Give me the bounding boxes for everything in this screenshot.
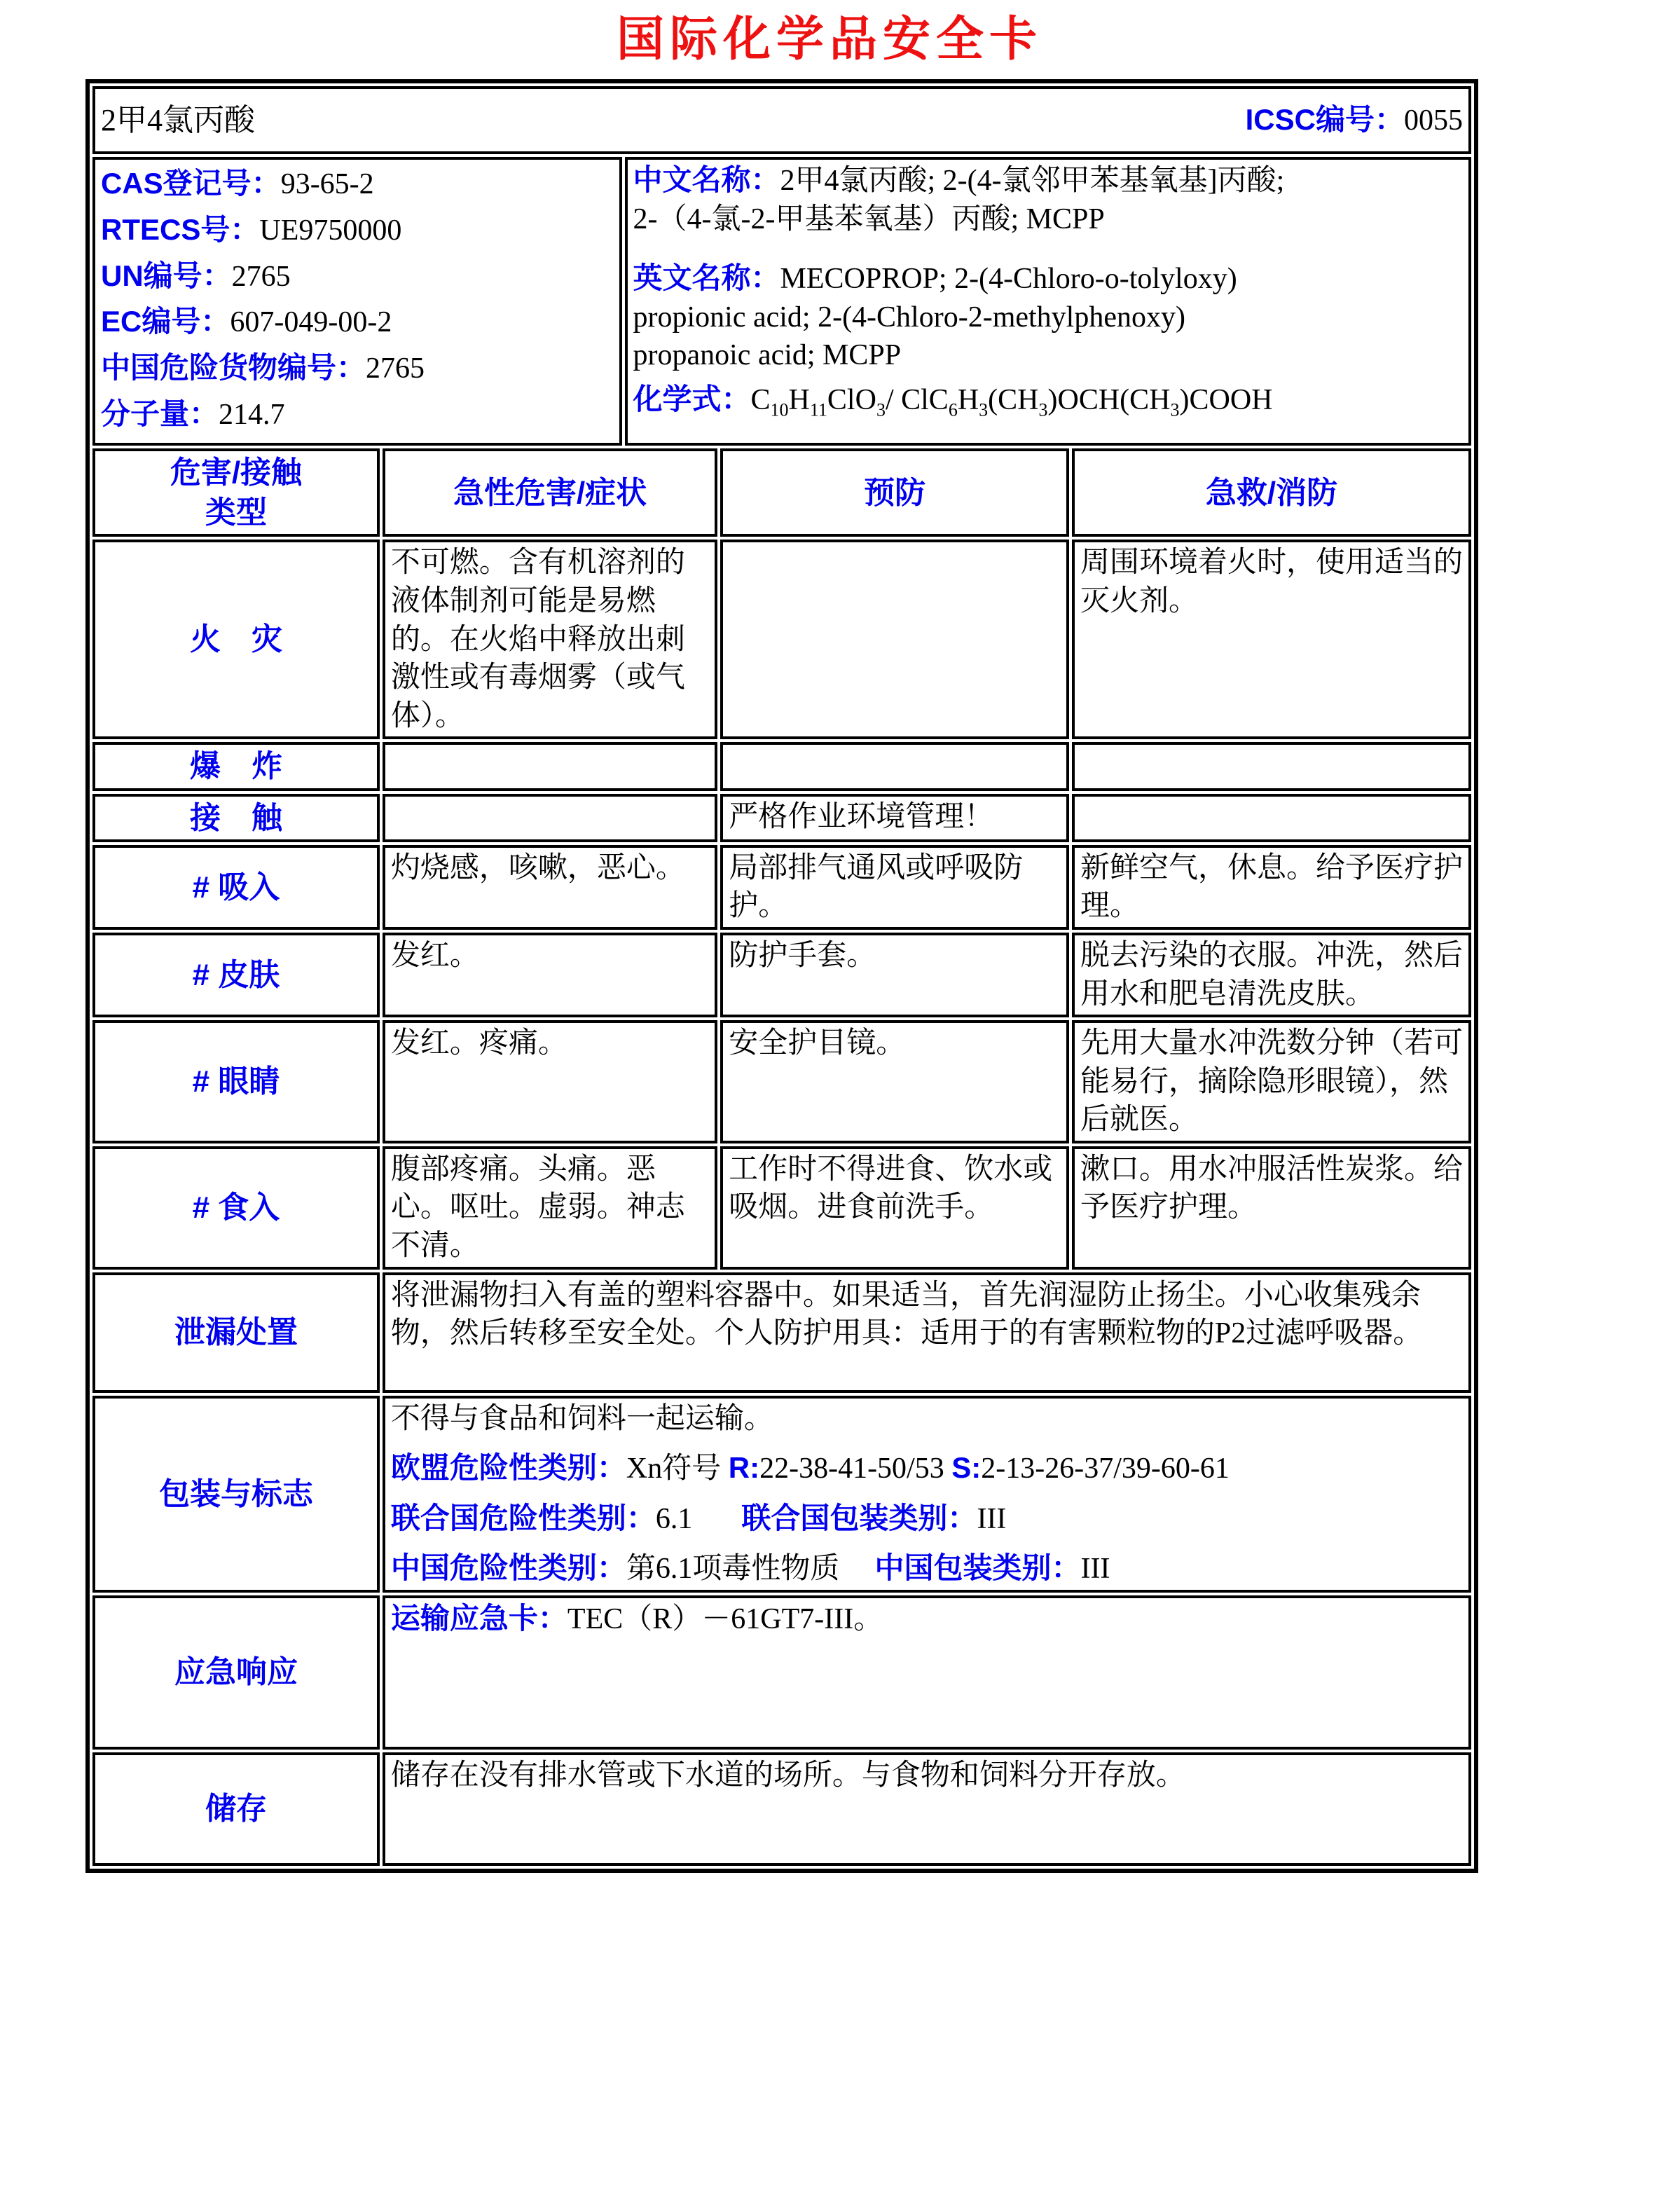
r-phrases-label: R: [728,1451,760,1485]
un-class-label: 联合国危险性类别： [390,1501,656,1534]
hazard-row-fire [92,540,1471,739]
spill-row [92,1272,1471,1393]
chinese-name-line2: 2-（4-氯-2-甲基苯氧基）丙酸; MCPP [633,202,1105,235]
id-cas [101,161,614,207]
transport-card-value: TEC（R）－61GT7-III。 [567,1603,883,1636]
hazard-row-skin [92,933,1471,1017]
hazard-type-cell: 爆 炸 [92,742,380,790]
hazard-row-explosion [92,742,1471,790]
eu-symbol: Xn符号 [626,1452,729,1485]
hazard-symptom-cell: 发红。 [383,933,717,1017]
icsc-number-label: ICSC编号： [1245,102,1404,136]
packaging-cn-line [391,1549,1463,1588]
un-pack-value: III [977,1502,1007,1535]
id-cas-label: CAS登记号： [101,167,281,200]
card-header-cell [92,86,1471,154]
english-name-line1: MECOPROP; 2-(4-Chloro-o-tolyloxy) [780,263,1237,296]
id-ec-label: EC编号： [101,305,230,338]
storage-label: 储存 [92,1752,380,1866]
s-phrases-value: 2-13-26-37/39-60-61 [981,1452,1230,1485]
hazard-prevention-cell: 局部排气通风或呼吸防护。 [720,845,1069,930]
chinese-name-line1: 2甲4氯丙酸; 2-(4-氯邻甲苯基氧基]丙酸; [780,165,1285,197]
id-un-label: UN编号： [101,259,232,292]
hazard-type-cell: # 食入 [92,1146,380,1270]
id-china-dg-value: 2765 [366,352,425,385]
emergency-label: 应急响应 [92,1595,380,1750]
hazard-prevention-cell: 严格作业环境管理！ [720,794,1069,842]
cn-class-value: 第6.1项毒性物质 [626,1553,840,1586]
hazard-symptom-cell: 腹部疼痛。头痛。恶心。呕吐。虚弱。神志不清。 [383,1146,717,1270]
hazard-symptom-cell: 发红。疼痛。 [383,1020,717,1143]
packaging-label: 包装与标志 [92,1396,380,1593]
id-molweight-label: 分子量： [101,397,219,431]
names-cell [625,157,1472,446]
hazard-header-firstaid: 急救/消防 [1072,448,1471,537]
transport-card-label: 运输应急卡： [390,1602,567,1635]
emergency-row [92,1595,1471,1750]
hazard-row-eyes [92,1020,1471,1143]
english-name-line2: propionic acid; 2-(4-Chloro-2-methylphenoxy) [633,301,1185,334]
spill-label: 泄漏处置 [92,1272,380,1393]
hazard-firstaid-cell: 新鲜空气，休息。给予医疗护理。 [1072,845,1471,930]
packaging-row [92,1396,1471,1593]
icsc-card-table [85,79,1478,1873]
hazard-type-cell: 火 灾 [92,540,380,739]
identifiers-cell [92,157,622,446]
packaging-un-line [391,1499,1463,1539]
hazard-firstaid-cell: 先用大量水冲洗数分钟（若可能易行，摘除隐形眼镜），然后就医。 [1072,1020,1471,1143]
packaging-content [383,1396,1471,1593]
hazard-prevention-cell [720,540,1069,739]
hazard-header-row [92,448,1471,537]
hazard-symptom-cell: 灼烧感，咳嗽，恶心。 [383,845,717,930]
hazard-symptom-cell: 不可燃。含有机溶剂的液体制剂可能是易燃的。在火焰中释放出刺激性或有毒烟雾（或气体）。 [383,540,717,739]
chemical-formula: $C_{10}H_{11}ClO_3/$ $ClC_6H_3(CH_3)OCH(CH_3)COOH$ [750,383,1273,420]
id-molweight [101,392,614,438]
id-rtecs-label: RTECS号： [101,212,260,246]
storage-row [92,1752,1471,1866]
id-molweight-value: 214.7 [219,399,285,432]
hazard-row-inhalation [92,845,1471,930]
eu-class-label: 欧盟危险性类别： [390,1451,626,1485]
page-title: 国际化学品安全卡 [616,13,1042,66]
hazard-symptom-cell [383,794,717,842]
packaging-eu-line [391,1449,1463,1488]
hazard-header-prevention: 预防 [720,448,1069,537]
icsc-number-value: 0055 [1404,104,1463,137]
r-phrases-value: 22-38-41-50/53 [759,1452,952,1485]
id-china-dg [101,345,614,392]
un-pack-label: 联合国包装类别： [741,1501,977,1534]
id-rtecs-value: UE9750000 [259,214,402,247]
id-un-value: 2765 [231,260,291,293]
english-name-block [633,259,1464,375]
hazard-firstaid-cell: 漱口。用水冲服活性炭浆。给予医疗护理。 [1072,1146,1471,1270]
hazard-type-cell: # 眼睛 [92,1020,380,1143]
s-phrases-label: S: [951,1451,982,1485]
hazard-header-type: 危害/接触 类型 [92,448,380,537]
hazard-row-ingestion [92,1146,1471,1270]
chinese-name-block [633,161,1464,238]
cn-class-label: 中国危险性类别： [390,1551,626,1585]
id-rtecs [101,207,614,254]
formula-label: 化学式： [633,382,751,415]
id-china-dg-label: 中国危险货物编号： [101,351,366,385]
hazard-type-cell: 接 触 [92,794,380,842]
hazard-symptom-cell [383,742,717,790]
chinese-name-label: 中文名称： [633,163,780,196]
chemical-formula-line [633,380,1464,422]
hazard-prevention-cell: 工作时不得进食、饮水或吸烟。进食前洗手。 [720,1146,1069,1270]
id-ec-value: 607-049-00-2 [230,306,392,339]
hazard-firstaid-cell [1072,794,1471,842]
english-name-label: 英文名称： [633,261,780,295]
hazard-header-symptom: 急性危害/症状 [383,448,717,537]
hazard-firstaid-cell: 脱去污染的衣服。冲洗，然后用水和肥皂清洗皮肤。 [1072,933,1471,1017]
spill-text: 将泄漏物扫入有盖的塑料容器中。如果适当，首先润湿防止扬尘。小心收集残余物，然后转移至安全处。个人防护用具：适用于的有害颗粒物的P2过滤呼吸器。 [383,1272,1471,1393]
hazard-type-cell: # 吸入 [92,845,380,930]
hazard-prevention-cell: 防护手套。 [720,933,1069,1017]
emergency-content [383,1595,1471,1750]
un-class-value: 6.1 [655,1502,693,1535]
hazard-prevention-cell: 安全护目镜。 [720,1020,1069,1143]
hazard-firstaid-cell [1072,742,1471,790]
card-header-row [92,86,1471,154]
cn-pack-value: III [1080,1553,1110,1586]
cn-pack-label: 中国包装类别： [874,1551,1081,1585]
hazard-prevention-cell [720,742,1069,790]
packaging-transport-note: 不得与食品和饲料一起运输。 [390,1402,773,1435]
hazard-firstaid-cell: 周围环境着火时，使用适当的灭火剂。 [1072,540,1471,739]
english-name-line3: propanoic acid; MCPP [633,339,902,372]
id-un [101,254,614,300]
id-ec [101,299,614,345]
substance-name: 2甲4氯丙酸 [101,102,255,137]
hazard-type-cell: # 皮肤 [92,933,380,1017]
identifiers-row [92,157,1471,446]
storage-text: 储存在没有排水管或下水道的场所。与食物和饲料分开存放。 [383,1752,1471,1866]
id-cas-value: 93-65-2 [280,168,374,200]
hazard-row-exposure [92,794,1471,842]
